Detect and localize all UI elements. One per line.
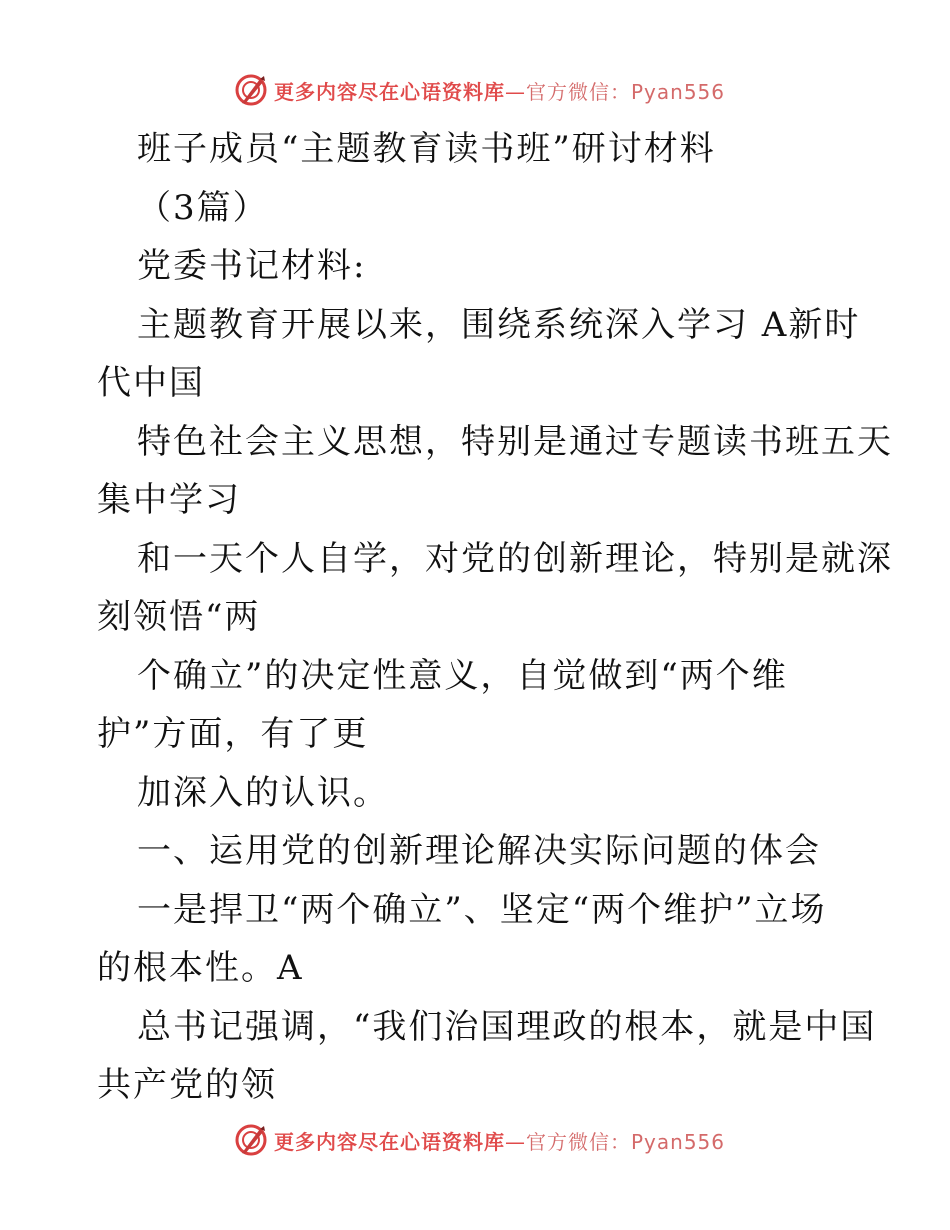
text-line: 加深入的认识。 [137,772,389,813]
text-line: 总书记强调，“我们治国理政的根本，就是中国 [137,1006,877,1047]
text-line: 代中国 [97,363,205,403]
text-line: 特色社会主义思想，特别是通过专题读书班五天 [137,421,893,462]
document-body [97,120,893,1115]
pen-logo-icon [234,1123,268,1157]
text-line: （3篇） [137,187,269,228]
header-watermark [234,70,754,110]
footer-watermark [234,1120,754,1160]
text-line: 的根本性。A [97,948,304,988]
text-line: 个确立”的决定性意义，自觉做到“两个维 [137,655,788,696]
text-line: 护”方面，有了更 [97,714,369,754]
watermark-contact: 官方微信：Pyan556 [526,79,726,104]
watermark-dash: — [505,79,526,104]
text-line: 共产党的领 [97,1065,277,1105]
text-line: 集中学习 [97,480,241,520]
watermark-dash: — [505,1129,526,1154]
watermark-text [274,76,725,105]
text-line: 一是捍卫“两个确立”、坚定“两个维护”立场 [137,889,827,930]
watermark-brand: 更多内容尽在心语资料库 [274,79,505,104]
watermark-contact: 官方微信：Pyan556 [526,1129,726,1154]
text-line: 主题教育开展以来，围绕系统深入学习 A新时 [137,304,861,345]
text-line: 一、运用党的创新理论解决实际问题的体会 [137,831,821,871]
watermark-brand: 更多内容尽在心语资料库 [274,1129,505,1154]
watermark-text [274,1126,725,1155]
text-line: 党委书记材料: [137,246,367,286]
pen-logo-icon [234,73,268,107]
text-line: 班子成员“主题教育读书班”研讨材料 [137,129,716,169]
text-line: 和一天个人自学，对党的创新理论，特别是就深 [137,538,893,579]
text-line: 刻领悟“两 [97,597,261,637]
